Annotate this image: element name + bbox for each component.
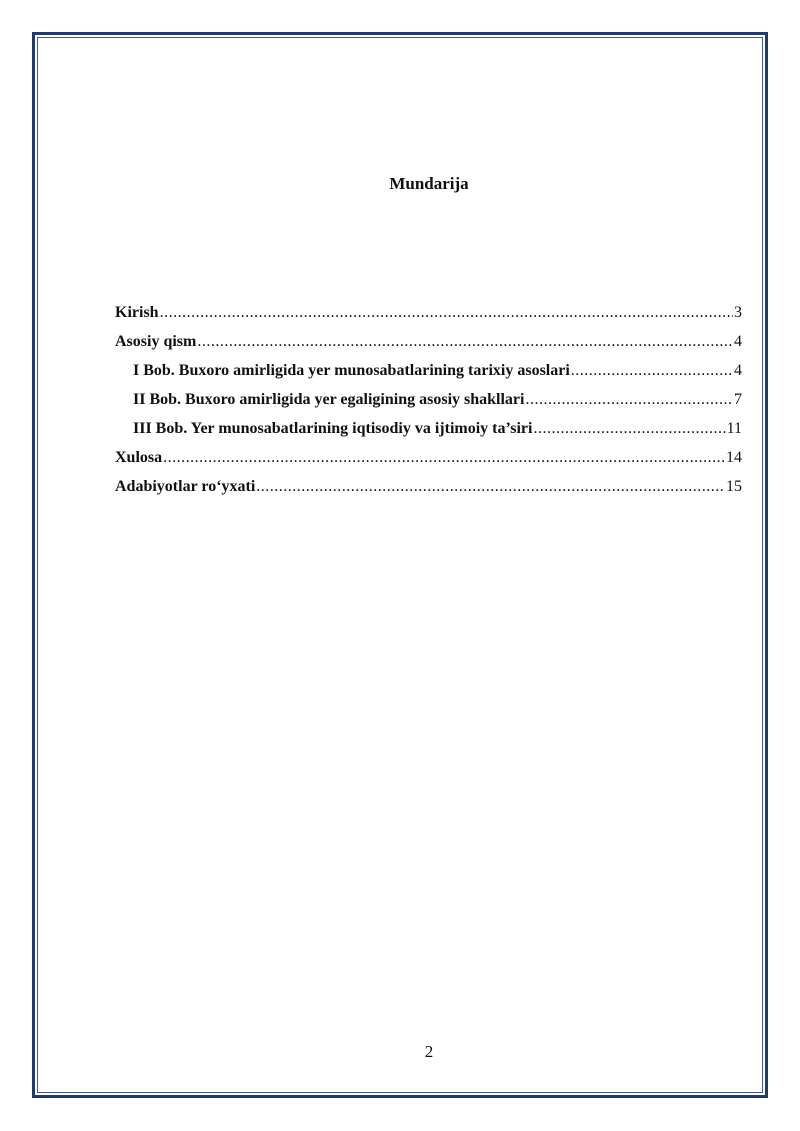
toc-entry-chapter-1[interactable]: [115, 362, 742, 391]
toc-entry-xulosa[interactable]: [115, 449, 742, 478]
toc-entry-page: 15: [726, 478, 742, 495]
page-number: 2: [424, 1042, 434, 1061]
toc-leader-dots: [571, 362, 733, 380]
toc-leader-dots: [525, 391, 733, 409]
toc-entry-adabiyotlar[interactable]: [115, 478, 742, 507]
toc-entry-page: 7: [734, 391, 742, 408]
toc-entry-page: 4: [734, 333, 742, 350]
toc-entry-label: Xulosa: [115, 449, 163, 466]
toc-entry-asosiy-qism[interactable]: [115, 333, 742, 362]
page-border-inner: [37, 37, 763, 1093]
toc-entry-page: 11: [726, 420, 742, 437]
table-of-contents: [115, 304, 742, 507]
toc-leader-dots: [160, 304, 733, 322]
toc-entry-label: Asosiy qism: [115, 333, 197, 350]
toc-entry-page: 14: [726, 449, 742, 466]
toc-entry-page: 3: [734, 304, 742, 321]
toc-entry-chapter-3[interactable]: [115, 420, 742, 449]
toc-leader-dots: [533, 420, 725, 438]
page-title: Mundarija: [389, 174, 469, 193]
toc-leader-dots: [163, 449, 725, 467]
toc-leader-dots: [256, 478, 725, 496]
toc-entry-label: Adabiyotlar ro‘yxati: [115, 478, 256, 495]
toc-entry-label: III Bob. Yer munosabatlarining iqtisodiy va ijtimoiy ta’siri: [133, 420, 533, 437]
toc-entry-chapter-2[interactable]: [115, 391, 742, 420]
toc-entry-label: II Bob. Buxoro amirligida yer egaligining asosiy shakllari: [133, 391, 525, 408]
toc-entry-kirish[interactable]: [115, 304, 742, 333]
toc-entry-label: I Bob. Buxoro amirligida yer munosabatlarining tarixiy asoslari: [133, 362, 570, 379]
toc-entry-page: 4: [734, 362, 742, 379]
toc-leader-dots: [197, 333, 733, 351]
toc-entry-label: Kirish: [115, 304, 159, 321]
